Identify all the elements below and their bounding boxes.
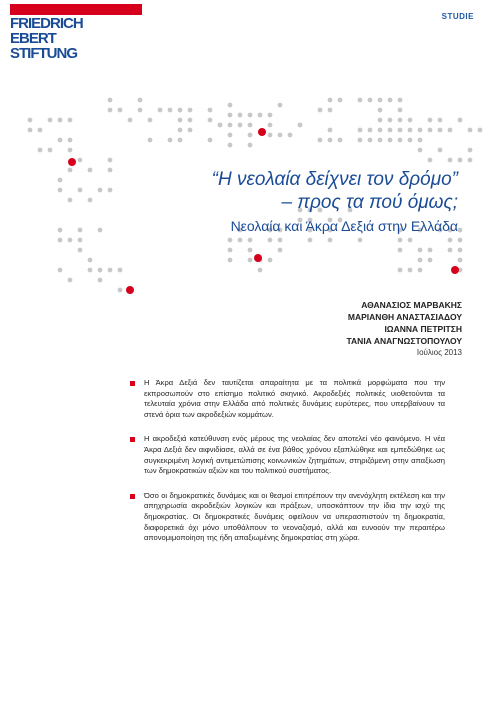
bullet-text: Η Άκρα Δεξιά δεν ταυτίζεται απαραίτητα με τα πολιτικά μορφώματα που την εκπροσωπούν στο επίσημο πολιτικό σκηνικό. Ακροδεξιές πολιτικές υιοθετούνται τα τελευταία χρόνια στην Ελλάδα από πολιτικές δυνάμεις ευρύτερες, που υπερβαίνουν τα στενά όρια των ακροδεξιών κομμάτων. xyxy=(144,378,445,419)
map-dot xyxy=(138,108,143,113)
map-dot xyxy=(38,148,43,153)
map-dot xyxy=(118,108,123,113)
map-dot xyxy=(178,128,183,133)
map-dot xyxy=(388,138,393,143)
map-dot xyxy=(88,168,93,173)
map-dot xyxy=(108,168,113,173)
map-dot xyxy=(88,268,93,273)
map-dot xyxy=(58,238,63,243)
map-dot xyxy=(408,138,413,143)
map-dot xyxy=(358,138,363,143)
map-dot xyxy=(328,128,333,133)
map-dot xyxy=(98,278,103,283)
map-dot xyxy=(398,138,403,143)
map-dot xyxy=(58,188,63,193)
map-dot xyxy=(318,108,323,113)
map-dot xyxy=(188,118,193,123)
map-dot xyxy=(408,268,413,273)
map-dot xyxy=(408,118,413,123)
map-dot xyxy=(458,228,463,233)
map-dot xyxy=(78,188,83,193)
map-dot xyxy=(68,148,73,153)
map-dot xyxy=(108,188,113,193)
map-dot xyxy=(48,118,53,123)
map-dot xyxy=(418,128,423,133)
fes-logo xyxy=(10,4,148,72)
map-dot xyxy=(418,138,423,143)
map-highlight-dot xyxy=(126,286,134,294)
map-dot xyxy=(88,258,93,263)
map-highlight-dot xyxy=(258,128,266,136)
map-dot xyxy=(358,238,363,243)
map-dot xyxy=(438,118,443,123)
document-title: “Η νεολαία δείχνει τον δρόμο” – προς τα πού όμως; xyxy=(211,169,458,213)
map-dot xyxy=(268,113,273,118)
map-dot xyxy=(478,128,483,133)
map-dot xyxy=(398,118,403,123)
map-dot xyxy=(68,198,73,203)
map-dot xyxy=(248,143,253,148)
map-dot xyxy=(238,123,243,128)
map-dot xyxy=(98,228,103,233)
map-dot xyxy=(308,238,313,243)
map-dot xyxy=(398,108,403,113)
map-dot xyxy=(368,128,373,133)
map-dot xyxy=(208,118,213,123)
map-highlight-dot xyxy=(68,158,76,166)
bullet-square-icon xyxy=(130,381,135,386)
map-dot xyxy=(428,258,433,263)
map-dot xyxy=(208,138,213,143)
map-dot xyxy=(338,138,343,143)
map-dot xyxy=(388,128,393,133)
map-dot xyxy=(468,158,473,163)
author-name: ΤΑΝΙΑ ΑΝΑΓΝΩΣΤΟΠΟΥΛΟΥ xyxy=(346,336,462,346)
map-dot xyxy=(378,98,383,103)
map-dot xyxy=(228,258,233,263)
map-dot xyxy=(178,138,183,143)
map-dot xyxy=(428,128,433,133)
map-dot xyxy=(318,138,323,143)
map-dot xyxy=(468,128,473,133)
map-dot xyxy=(178,108,183,113)
map-dot xyxy=(108,98,113,103)
map-dot xyxy=(408,128,413,133)
map-dot xyxy=(248,123,253,128)
map-dot xyxy=(298,123,303,128)
summary-bullet xyxy=(130,434,445,476)
map-dot xyxy=(448,158,453,163)
bullet-text: Όσο οι δημοκρατικές δυνάμεις και οι θεσμοί επιτρέπουν την ανενόχλητη εκτέλεση και την απηχηρωσία ακροδεξιών λογικών και πράξεων, υποσκάπτουν την ίδια την ισχύ της δημοκρατίας. Οι δημοκρατικές δυνάμεις οφείλουν να υπερασπιστούν τη δημοκρατία, διαφορετικά όχι μόνο υποθάλπουν το νεοναζισμό, αλλά και ευνοούν την περαιτέρω απονομιμοποίηση της ήδη απαξιωμένης δημοκρατίας στη χώρα. xyxy=(144,490,445,543)
map-dot xyxy=(78,248,83,253)
map-dot xyxy=(128,118,133,123)
bullet-square-icon xyxy=(130,494,135,499)
map-dot xyxy=(438,128,443,133)
map-dot xyxy=(258,268,263,273)
map-dot xyxy=(438,148,443,153)
publication-date: Ιούλιος 2013 xyxy=(416,348,462,357)
summary-bullet xyxy=(130,491,445,544)
logo-line-2: EBERT xyxy=(10,30,56,47)
map-dot xyxy=(218,123,223,128)
map-dot xyxy=(368,138,373,143)
map-dot xyxy=(328,138,333,143)
map-dot xyxy=(228,113,233,118)
map-dot xyxy=(58,268,63,273)
map-highlight-dot xyxy=(451,266,459,274)
bullet-text: Η ακροδεξιά κατεύθυνση ενός μέρους της νεολαίας δεν αποτελεί νέο φαινόμενο. Η νέα Άκρα Δεξιά δεν αιφνιδίασε, αλλά σε ένα βάθος χρόνου εξαπλώθηκε και εμπεδώθηκε ως συγκεκριμένη λογική αντιμετώπισης κοινωνικών ζητημάτων, στηριζόμενη στην απαξίωση των δημοκρατικών αξιών και του πολιτικού συστήματος. xyxy=(144,434,445,476)
map-dot xyxy=(68,118,73,123)
map-dot xyxy=(278,238,283,243)
map-dot xyxy=(68,278,73,283)
map-dot xyxy=(328,108,333,113)
map-dot xyxy=(68,238,73,243)
map-dot xyxy=(248,248,253,253)
map-dot xyxy=(378,108,383,113)
map-dot xyxy=(58,118,63,123)
map-dot xyxy=(108,268,113,273)
map-dot xyxy=(78,238,83,243)
map-dot xyxy=(458,258,463,263)
map-dot xyxy=(168,108,173,113)
map-dot xyxy=(58,138,63,143)
map-dot xyxy=(458,238,463,243)
map-dot xyxy=(398,238,403,243)
map-dot xyxy=(408,238,413,243)
map-dot xyxy=(448,238,453,243)
map-dot xyxy=(458,118,463,123)
map-dot xyxy=(188,108,193,113)
map-dot xyxy=(398,128,403,133)
map-dot xyxy=(338,98,343,103)
map-dot xyxy=(428,248,433,253)
map-dot xyxy=(228,103,233,108)
map-dot xyxy=(228,133,233,138)
map-dot xyxy=(148,138,153,143)
map-dot xyxy=(58,178,63,183)
map-dot xyxy=(458,158,463,163)
map-dot xyxy=(208,108,213,113)
map-dot xyxy=(378,128,383,133)
map-dot xyxy=(238,238,243,243)
bullet-square-icon xyxy=(130,437,135,442)
map-dot xyxy=(448,248,453,253)
logo-red-bar xyxy=(10,4,142,15)
document-type-label: STUDIE xyxy=(441,12,474,21)
map-dot xyxy=(378,118,383,123)
author-name: ΜΑΡΙΑΝΘΗ ΑΝΑΣΤΑΣΙΑΔΟΥ xyxy=(347,312,462,322)
author-name: ΙΩΑΝΝΑ ΠΕΤΡΙΤΣΗ xyxy=(384,324,462,334)
map-dot xyxy=(48,148,53,153)
map-dot xyxy=(38,128,43,133)
map-dot xyxy=(148,118,153,123)
map-dot xyxy=(358,128,363,133)
map-dot xyxy=(278,103,283,108)
map-dot xyxy=(108,108,113,113)
author-name: ΑΘΑΝΑΣΙΟΣ ΜΑΡΒΑΚΗΣ xyxy=(361,300,462,310)
map-dot xyxy=(268,123,273,128)
map-dot xyxy=(358,98,363,103)
map-dot xyxy=(98,268,103,273)
map-dot xyxy=(108,158,113,163)
map-dot xyxy=(418,258,423,263)
map-dot xyxy=(158,108,163,113)
map-dot xyxy=(68,168,73,173)
map-dot xyxy=(118,288,123,293)
title-block xyxy=(212,168,458,234)
map-dot xyxy=(138,98,143,103)
map-dot xyxy=(68,138,73,143)
logo-line-1: FRIEDRICH xyxy=(10,15,83,32)
map-dot xyxy=(248,238,253,243)
map-dot xyxy=(228,143,233,148)
map-dot xyxy=(28,118,33,123)
map-dot xyxy=(278,248,283,253)
document-subtitle: Νεολαία και Άκρα Δεξιά στην Ελλάδα xyxy=(230,218,458,234)
map-dot xyxy=(418,248,423,253)
map-dot xyxy=(418,268,423,273)
map-dot xyxy=(248,258,253,263)
map-dot xyxy=(388,98,393,103)
map-dot xyxy=(428,118,433,123)
map-dot xyxy=(268,238,273,243)
map-dot xyxy=(428,158,433,163)
summary-bullet xyxy=(130,378,445,420)
map-dot xyxy=(228,123,233,128)
logo-line-3: STIFTUNG xyxy=(10,45,77,62)
map-dot xyxy=(98,188,103,193)
map-dot xyxy=(328,238,333,243)
map-dot xyxy=(398,248,403,253)
map-dot xyxy=(178,118,183,123)
map-dot xyxy=(258,113,263,118)
map-dot xyxy=(228,248,233,253)
map-dot xyxy=(458,248,463,253)
map-dot xyxy=(268,133,273,138)
map-dot xyxy=(418,148,423,153)
map-dot xyxy=(328,98,333,103)
summary-bullets xyxy=(130,378,445,558)
map-dot xyxy=(448,128,453,133)
map-dot xyxy=(238,113,243,118)
map-dot xyxy=(28,128,33,133)
map-dot xyxy=(188,128,193,133)
map-dot xyxy=(88,198,93,203)
map-dot xyxy=(168,138,173,143)
map-dot xyxy=(288,133,293,138)
map-dot xyxy=(248,133,253,138)
map-dot xyxy=(388,118,393,123)
authors-block xyxy=(346,299,462,358)
map-dot xyxy=(398,268,403,273)
map-dot xyxy=(468,148,473,153)
map-dot xyxy=(78,228,83,233)
map-highlight-dot xyxy=(254,254,262,262)
map-dot xyxy=(268,258,273,263)
map-dot xyxy=(278,133,283,138)
map-dot xyxy=(78,158,83,163)
map-dot xyxy=(228,238,233,243)
map-dot xyxy=(118,268,123,273)
map-dot xyxy=(368,98,373,103)
map-dot xyxy=(378,138,383,143)
map-dot xyxy=(58,228,63,233)
map-dot xyxy=(398,98,403,103)
map-dot xyxy=(248,113,253,118)
